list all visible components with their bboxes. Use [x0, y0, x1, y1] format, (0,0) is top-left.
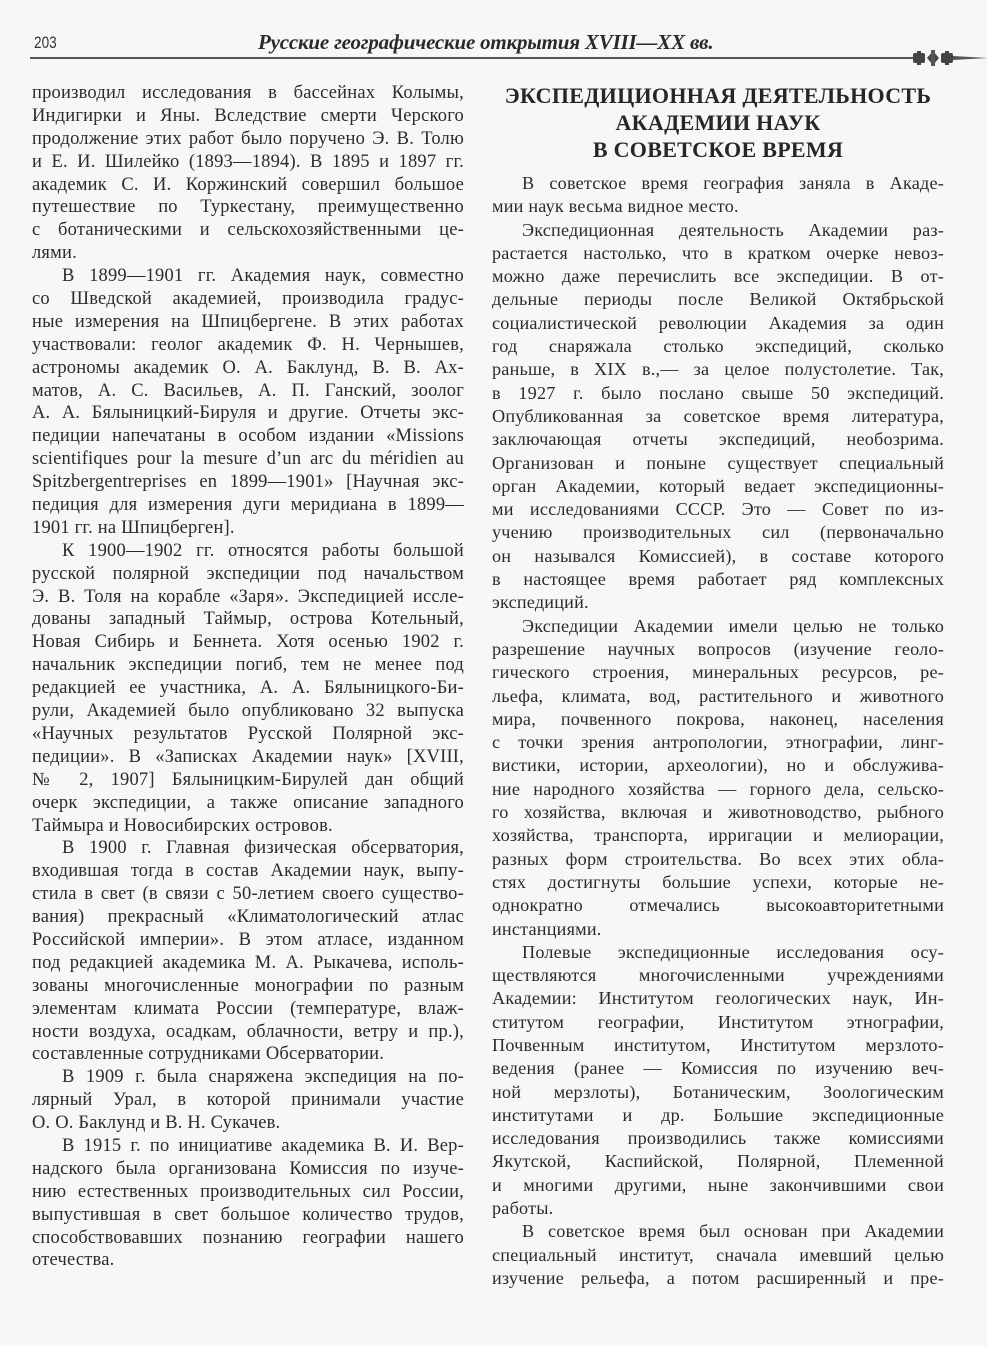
text-line: однократно отмечались высокоавторитетными	[492, 895, 944, 916]
right-column	[492, 82, 944, 1290]
text-line: в настоящее время работает ряд комплексных	[492, 569, 944, 590]
text-line: изучение рельефа, а потом расширенный и пре-	[492, 1267, 944, 1288]
text-line: входившая тогда в состав Академии наук, выпу-	[32, 861, 464, 882]
paragraph	[32, 540, 464, 838]
text-line: Полевые экспедиционные исследования осу-	[522, 941, 944, 962]
text-line: надского была организована Комиссия по изуче-	[32, 1158, 464, 1179]
paragraph	[32, 265, 464, 540]
text-line: О. О. Баклунд и В. Н. Сукачев.	[32, 1113, 281, 1134]
heading-line: АКАДЕМИИ НАУК	[615, 110, 821, 135]
text-line: Индигирки и Яны. Вследствие смерти Черского	[32, 105, 464, 126]
text-line: работы.	[492, 1198, 554, 1219]
heading-line: ЭКСПЕДИЦИОННАЯ ДЕЯТЕЛЬНОСТЬ	[504, 83, 932, 108]
text-line: стях достигнуты большие успехи, которые не-	[492, 871, 944, 892]
text-line: В 1899—1901 гг. Академия наук, совместно	[62, 266, 464, 287]
text-line: и многими другими, ныне закончившими свои	[492, 1174, 944, 1195]
text-line: ной мерзлоты), Ботаническим, Зоологическим	[492, 1081, 944, 1102]
text-line: производил исследования в бассейнах Колымы,	[32, 83, 464, 103]
text-line: В 1900 г. Главная физическая обсерватория,	[62, 838, 464, 859]
page-header	[30, 28, 987, 58]
text-line: дельные периоды после Великой Октябрьской	[492, 289, 944, 310]
text-line: ные измерения на Шпицбергене. В этих работах	[32, 311, 464, 332]
text-line: мира, почвенного покрова, наконец, населения	[492, 708, 944, 729]
text-line: экспедиций.	[492, 592, 589, 613]
text-line: элементам климата России (температуре, влаж-	[32, 998, 464, 1019]
text-line: очерк экспедиции, а также описание западного	[32, 792, 464, 813]
text-line: под редакцией академика М. А. Рыкачева, исполь-	[32, 952, 464, 973]
text-line: институтами и др. Большие экспедиционные	[492, 1104, 944, 1125]
left-column	[32, 82, 464, 1272]
text-line: А. А. Бялыницкий-Бируля и другие. Отчеты экс-	[32, 403, 464, 424]
text-line: мии наук весьма видное место.	[492, 196, 739, 217]
paragraph	[492, 1220, 944, 1290]
text-line: со Шведской академией, производила градус-	[32, 289, 464, 310]
text-line: педиции». В «Записках Академии наук» [XVIII,	[32, 746, 464, 767]
text-line: исследования производились также комиссиями	[492, 1128, 944, 1149]
text-line: scientifiques pour la mesure d’un arc du méridien au	[32, 449, 464, 470]
text-line: Таймыра и Новосибирских островов.	[32, 815, 333, 836]
text-line: В советское время был основан при Академии	[522, 1221, 944, 1242]
text-line: го хозяйства, включая и животноводство, рыбного	[492, 802, 944, 823]
text-line: продолжение этих работ было поручено Э. В. Толю	[32, 128, 464, 149]
paragraph	[32, 837, 464, 1066]
decorative-ornament-icon	[873, 48, 987, 68]
text-line: орган Академии, который ведает экспедиционны-	[492, 475, 944, 496]
paragraph	[32, 82, 464, 265]
text-line: стила в свет (в связи с 50-летием своего существо-	[32, 884, 464, 905]
text-line: начальник экспедиции погиб, тем не менее под	[32, 655, 464, 676]
text-line: с точки зрения антропологии, этнографии, линг-	[492, 732, 944, 753]
text-line: разных форм строительства. Во всех этих обла-	[492, 848, 944, 869]
text-line: он назывался Комиссией), в составе которого	[492, 545, 944, 566]
running-title: Русские географические открытия XVIII—XX вв.	[258, 30, 714, 54]
section-heading	[492, 82, 944, 163]
heading-line: В СОВЕТСКОЕ ВРЕМЯ	[592, 137, 844, 162]
text-line: педиция для измерения дуги меридиана в 1899—	[32, 495, 464, 516]
text-line: отечества.	[32, 1250, 115, 1271]
text-line: можно даже перечислить все экспедиции. В от-	[492, 266, 944, 287]
text-line: «Научных результатов Русской Полярной экс-	[32, 723, 464, 744]
text-line: 1901 гг. на Шпицберген].	[32, 517, 235, 538]
text-line: дованы западный Таймыр, острова Котельный,	[32, 609, 464, 630]
paragraph	[492, 172, 944, 219]
text-line: Новая Сибирь и Беннета. Хотя осенью 1902 г.	[32, 632, 464, 653]
text-line: льефа, климата, вод, растительного и животного	[492, 685, 944, 706]
text-line: разрешение научных вопросов (изучение геоло-	[492, 638, 944, 659]
text-line: лями.	[32, 243, 77, 264]
text-line: академик С. И. Коржинский совершил большое	[32, 174, 464, 195]
text-line: Э. В. Толя на корабле «Заря». Экспедицией иссле-	[32, 586, 464, 607]
text-line: рули, Академией было опубликовано 32 выпуска	[32, 701, 464, 722]
text-line: русской полярной экспедиции под начальством	[32, 563, 464, 584]
text-line: К 1900—1902 гг. относятся работы большой	[62, 540, 464, 561]
text-line: астрономы академик О. А. Баклунд, В. В. Ах-	[32, 357, 464, 378]
page-number: 203	[34, 33, 57, 52]
text-line: Spitzbergentreprises en 1899—1901» [Научная экс-	[32, 472, 464, 493]
text-line: инстанциями.	[492, 918, 602, 939]
text-line: педиции напечатаны в особом издании «Missions	[32, 426, 464, 447]
text-line: путешествие по Туркестану, преимущественно	[32, 197, 464, 218]
text-line: участвовали: геолог академик Ф. Н. Чернышев,	[32, 334, 464, 355]
text-line: редакцией ее участника, А. А. Бялыницкого-Би-	[32, 678, 464, 699]
paragraph	[32, 1066, 464, 1135]
paragraph	[32, 1135, 464, 1272]
text-line: вистики, истории, археологии), но и обслужива-	[492, 755, 944, 776]
text-line: гического строения, минеральных ресурсов, ре-	[492, 662, 944, 683]
text-line: вания) прекрасный «Климатологический атлас	[32, 907, 464, 928]
text-line: заключающая отчеты экспедиций, необозрима.	[492, 429, 944, 450]
text-line: Экспедиции Академии имели целью не только	[522, 615, 944, 636]
text-line: В 1909 г. была снаряжена экспедиция на по-	[62, 1067, 464, 1088]
text-line: Российской империи». В этом атласе, изданном	[32, 929, 464, 950]
text-line: Якутской, Каспийской, Полярной, Племенной	[492, 1151, 944, 1172]
text-line: ведения (ранее — Комиссия по изучению веч-	[492, 1058, 944, 1079]
text-line: ние народного хозяйства — горного дела, сельско-	[492, 778, 944, 799]
text-line: год снаряжала столько экспедиций, сколько	[492, 336, 944, 357]
text-line: способствовавших познанию географии нашего	[32, 1227, 464, 1248]
paragraph	[492, 941, 944, 1221]
text-line: специальный институт, сначала имевший целью	[492, 1244, 944, 1265]
text-line: нию естественных производительных сил России,	[32, 1181, 464, 1202]
text-line: В советское время география заняла в Акаде-	[522, 173, 944, 193]
text-line: в 1927 г. было послано свыше 50 экспедиций.	[492, 382, 944, 403]
text-line: ми исследованиями СССР. Это — Совет по из-	[492, 499, 944, 520]
paragraph	[492, 219, 944, 615]
text-line: № 2, 1907] Бялыницким-Бирулей дан общий	[32, 769, 464, 790]
text-line: Опубликованная за советское время литература,	[492, 405, 944, 426]
text-line: лярный Урал, в которой принимали участие	[32, 1090, 464, 1111]
text-line: ществляются многочисленными учреждениями	[492, 965, 944, 986]
text-line: Почвенным институтом, Институтом мерзлото-	[492, 1034, 944, 1055]
paragraph	[492, 615, 944, 941]
text-line: хозяйства, транспорта, ирригации и мелиорации,	[492, 825, 944, 846]
right-column-body	[492, 172, 944, 1290]
text-line: раньше, в XIX в.,— за целое полустолетие. Так,	[492, 359, 944, 380]
text-line: растается настолько, что в кратком очерке невоз-	[492, 242, 944, 263]
text-line: выпустившая в свет большое количество трудов,	[32, 1204, 464, 1225]
text-line: Экспедиционная деятельность Академии раз-	[522, 219, 944, 240]
text-line: В 1915 г. по инициативе академика В. И. Вер-	[62, 1135, 464, 1156]
text-line: Академии: Институтом геологических наук, Ин-	[492, 988, 944, 1009]
text-line: и Е. И. Шилейко (1893—1894). В 1895 и 1897 гг.	[32, 151, 464, 172]
text-line: матов, А. С. Васильев, А. П. Ганский, зоолог	[32, 380, 464, 401]
text-line: составленные сотрудниками Обсерватории.	[32, 1044, 385, 1065]
header-rule	[30, 57, 910, 59]
text-line: Организован и поныне существует специальный	[492, 452, 944, 473]
text-line: зованы многочисленные монографии по разным	[32, 975, 464, 996]
text-line: ности воздуха, осадкам, облачности, ветру и пр.),	[32, 1021, 464, 1042]
text-line: социалистической революции Академия за один	[492, 312, 944, 333]
text-line: ститутом географии, Институтом этнографии,	[492, 1011, 944, 1032]
text-line: с ботаническими и сельскохозяйственными це-	[32, 220, 464, 241]
text-line: учению производительных сил (первоначально	[492, 522, 944, 543]
